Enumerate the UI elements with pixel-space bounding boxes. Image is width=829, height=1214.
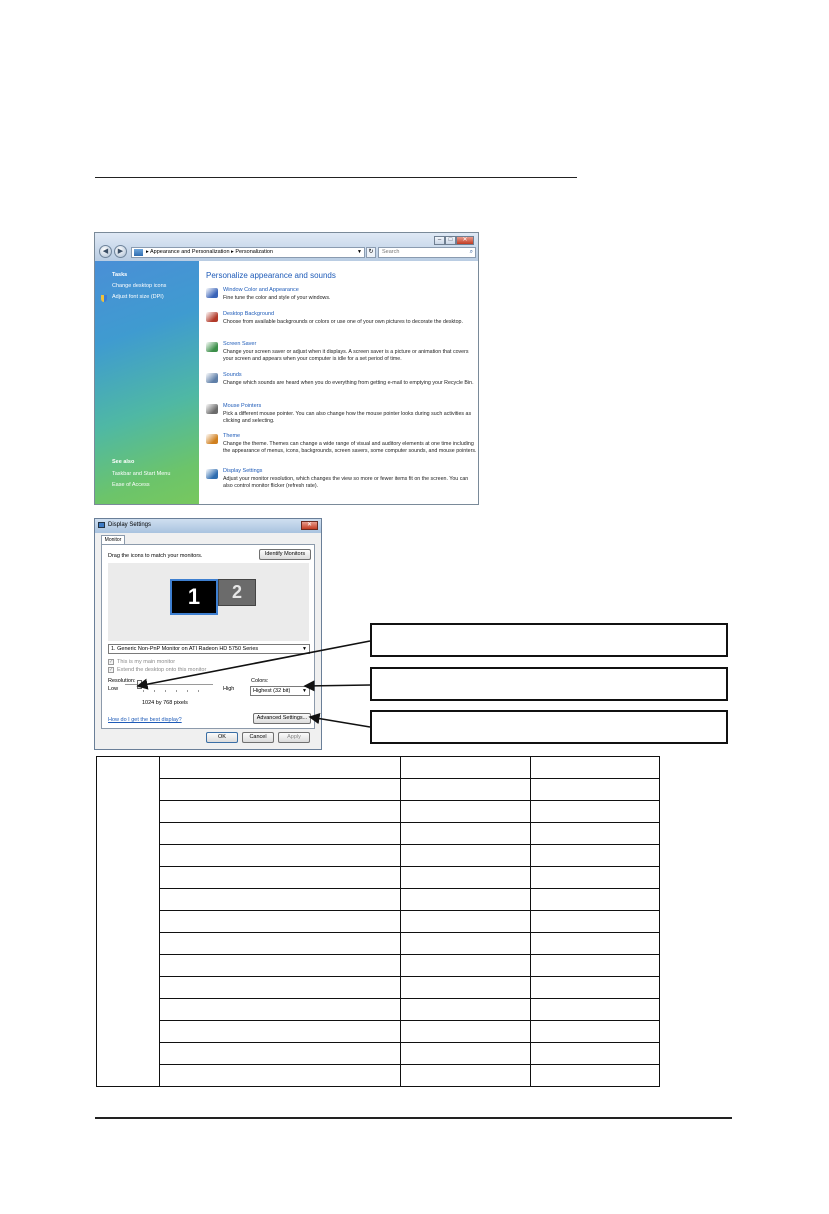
table-cell (160, 977, 401, 999)
table-cell (401, 977, 531, 999)
item-description: Change which sounds are heard when you do everything from getting e-mail to emptying your Recycle Bin. (223, 380, 474, 386)
back-button[interactable]: ◀ (99, 245, 112, 258)
table-row (97, 823, 660, 845)
table-row (97, 955, 660, 977)
table-row (97, 867, 660, 889)
page-title: Personalize appearance and sounds (206, 271, 336, 280)
table-cell (401, 999, 531, 1021)
table-cell (160, 933, 401, 955)
table-cell (160, 801, 401, 823)
item-heading[interactable]: Display Settings (223, 468, 263, 474)
table-merged-cell (97, 757, 160, 1087)
monitor-select-value: 1. Generic Non-PnP Monitor on ATI Radeon HD 5750 Series (111, 646, 259, 652)
table-row (97, 933, 660, 955)
item-heading[interactable]: Screen Saver (223, 341, 257, 347)
table-cell (160, 1021, 401, 1043)
bottom-rule (95, 1117, 732, 1119)
table-cell (531, 911, 660, 933)
table-cell (401, 757, 531, 779)
table-cell (401, 1043, 531, 1065)
item-heading[interactable]: Theme (223, 433, 241, 439)
table-row (97, 977, 660, 999)
item-heading[interactable]: Desktop Background (223, 311, 275, 317)
best-display-help-link[interactable]: How do I get the best display? (108, 717, 182, 723)
resolution-value: 1024 by 768 pixels (142, 700, 188, 706)
table-cell (401, 801, 531, 823)
item-description: Adjust your monitor resolution, which changes the view so more or fewer items fit on the screen. You can also control monitor flicker (refresh rate). (223, 476, 469, 489)
table-cell (160, 845, 401, 867)
dialog-close-button[interactable]: ✕ (301, 521, 318, 530)
item-heading[interactable]: Window Color and Appearance (223, 287, 299, 293)
main-monitor-checkbox[interactable]: ✓ (109, 659, 114, 665)
monitor-1[interactable]: 1 (170, 579, 218, 615)
table-cell (531, 955, 660, 977)
table-cell (531, 757, 660, 779)
drag-instruction: Drag the icons to match your monitors. (108, 553, 203, 559)
arrow-resolution (138, 641, 370, 686)
sidebar-item-adjust-font-size[interactable]: Adjust font size (DPI) (112, 294, 164, 300)
refresh-button[interactable]: ↻ (366, 247, 376, 258)
table-row (97, 801, 660, 823)
item-heading[interactable]: Mouse Pointers (223, 403, 262, 409)
main-monitor-label: This is my main monitor (117, 659, 176, 665)
resolution-label: Resolution: (108, 678, 136, 684)
arrow-colors (305, 685, 370, 686)
item-description: Choose from available backgrounds or colors or use one of your own pictures to decorate the desktop. (223, 319, 463, 325)
table-row (97, 911, 660, 933)
table-cell (160, 889, 401, 911)
chevron-down-icon: ▼ (302, 688, 307, 694)
table-cell (401, 823, 531, 845)
table-cell (531, 823, 660, 845)
breadcrumb-separator-icon: ▸ (231, 249, 236, 255)
table-cell (160, 999, 401, 1021)
sidebar-item-ease-of-access[interactable]: Ease of Access (112, 482, 150, 488)
table-row (97, 757, 660, 779)
table-cell (401, 1065, 531, 1087)
extend-desktop-checkbox[interactable]: ✓ (109, 667, 114, 673)
table-cell (531, 801, 660, 823)
search-icon[interactable]: ⌕ (469, 249, 473, 255)
table-cell (401, 955, 531, 977)
advanced-settings-button[interactable]: Advanced Settings... (253, 713, 311, 724)
table-cell (531, 1043, 660, 1065)
see-also-heading: See also (112, 459, 135, 465)
table-grid (96, 756, 660, 1087)
table-cell (531, 779, 660, 801)
table-cell (401, 845, 531, 867)
table-row (97, 1021, 660, 1043)
item-description: Change the theme. Themes can change a wide range of visual and auditory elements at one time including the appearance of menus, icons, backgrounds, screen savers, some computer sounds, and mouse pointers. (223, 441, 477, 454)
table-row (97, 1043, 660, 1065)
maximize-button[interactable]: □ (445, 236, 456, 245)
dialog-title: Display Settings (108, 522, 152, 528)
search-placeholder: Search (382, 249, 400, 255)
sidebar-item-taskbar[interactable]: Taskbar and Start Menu (112, 471, 171, 477)
table-cell (401, 911, 531, 933)
tasks-heading: Tasks (112, 272, 128, 278)
sidebar-item-change-desktop-icons[interactable]: Change desktop icons (112, 283, 167, 289)
monitor-2[interactable]: 2 (218, 579, 256, 606)
table-cell (531, 933, 660, 955)
table-cell (160, 757, 401, 779)
item-description: Pick a different mouse pointer. You can also change how the mouse pointer looks during such activities as clicking and selecting. (223, 411, 472, 424)
table-cell (531, 1065, 660, 1087)
table-cell (401, 889, 531, 911)
table-cell (160, 955, 401, 977)
breadcrumb-personalization[interactable]: Personalization (235, 249, 273, 255)
table-cell (531, 977, 660, 999)
table-row (97, 1065, 660, 1087)
item-description: Fine tune the color and style of your windows. (223, 295, 331, 301)
table-cell (160, 867, 401, 889)
table-cell (401, 867, 531, 889)
table-cell (401, 1021, 531, 1043)
table-cell (531, 999, 660, 1021)
address-arrow-icon: ▸ (146, 249, 150, 255)
table-cell (160, 1043, 401, 1065)
colors-label: Colors: (251, 678, 269, 684)
table-row (97, 845, 660, 867)
minimize-button[interactable]: – (434, 236, 445, 245)
table-cell (401, 933, 531, 955)
table-cell (531, 889, 660, 911)
table-cell (160, 779, 401, 801)
table-row (97, 889, 660, 911)
empty-table (96, 756, 660, 1087)
table-row (97, 999, 660, 1021)
item-description: Change your screen saver or adjust when it displays. A screen saver is a picture or animation that covers your screen and appears when your computer is idle for a set period of time. (223, 349, 469, 362)
apply-button[interactable]: Apply (278, 732, 310, 743)
table-cell (531, 1021, 660, 1043)
table-cell (160, 1065, 401, 1087)
table-cell (160, 911, 401, 933)
ok-button[interactable]: OK (206, 732, 238, 743)
breadcrumb-appearance[interactable]: Appearance and Personalization (150, 249, 230, 255)
table-row (97, 779, 660, 801)
address-dropdown-icon[interactable]: ▼ (357, 249, 362, 255)
colors-select-value: Highest (32 bit) (253, 688, 291, 694)
forward-button[interactable]: ▶ (114, 245, 127, 258)
low-label: Low (108, 686, 119, 692)
table-cell (531, 845, 660, 867)
table-cell (401, 779, 531, 801)
extend-desktop-label: Extend the desktop onto this monitor (117, 667, 207, 673)
close-button[interactable]: ✕ (456, 236, 474, 245)
arrow-advanced (310, 717, 370, 727)
tab-monitor[interactable]: Monitor (101, 535, 125, 544)
item-heading[interactable]: Sounds (223, 372, 242, 378)
identify-monitors-button[interactable]: Identify Monitors (259, 549, 311, 560)
high-label: High (223, 686, 235, 692)
table-cell (531, 867, 660, 889)
cancel-button[interactable]: Cancel (242, 732, 274, 743)
chevron-down-icon: ▼ (302, 646, 307, 652)
table-cell (160, 823, 401, 845)
